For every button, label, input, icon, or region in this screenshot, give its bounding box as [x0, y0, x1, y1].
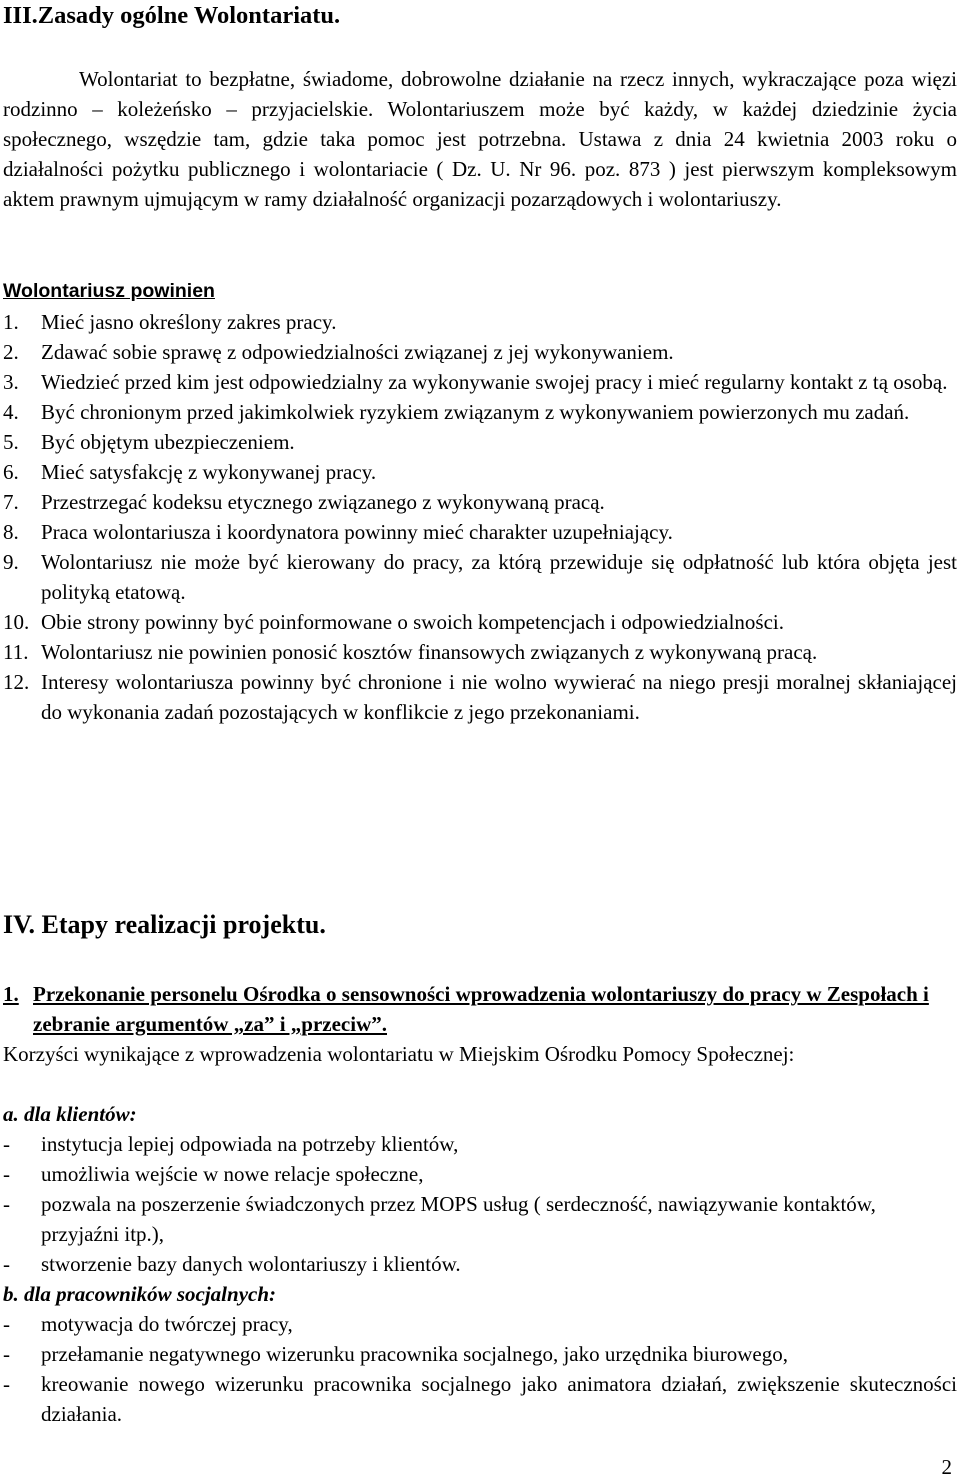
intro-paragraph: Wolontariat to bezpłatne, świadome, dobrowolne działanie na rzecz innych, wykraczające poza więzi rodzinno – koleżeńsko – przyjacielskie. Wolontariuszem może być każdy, w każdej dziedzinie życia społecznego, wszędzie tam, gdzie taka pomoc jest potrzebna. Ustawa z dnia 24 kwietnia 2003 roku o działalności pożytku publicznego i wolontariacie ( Dz. U. Nr 96. poz. 873 ) jest pierwszym kompleksowym aktem prawnym ujmującym w ramy działalność organizacji pozarządowych i wolontariuszy.	[3, 67, 957, 211]
list-item: - stworzenie bazy danych wolontariuszy i klientów.	[3, 1252, 461, 1276]
list-item: - pozwala na poszerzenie świadczonych przez MOPS usług ( serdeczność, nawiązywanie kontaktów, przyjaźni itp.),	[3, 1192, 876, 1246]
page-number: 2	[941, 1455, 952, 1479]
list-item: 6. Mieć satysfakcję z wykonywanej pracy.	[3, 460, 377, 484]
benefits-intro: Korzyści wynikające z wprowadzenia wolontariatu w Miejskim Ośrodku Pomocy Społecznej:	[3, 1042, 795, 1066]
group-b-list	[3, 1309, 957, 1429]
list-item: 8. Praca wolontariusza i koordynatora powinny mieć charakter uzupełniający.	[3, 520, 673, 544]
list-item: 10. Obie strony powinny być poinformowane o swoich kompetencjach i odpowiedzialności.	[3, 610, 784, 634]
list-item: 12. Interesy wolontariusza powinny być chronione i nie wolno wywierać na niego presji moralnej skłaniającej do wykonania zadań pozostających w konflikcie z jego przekonaniami.	[3, 670, 957, 724]
section3-title: III.Zasady ogólne Wolontariatu.	[3, 2, 341, 29]
step-1	[3, 979, 957, 1039]
group-b-label: b. dla pracowników socjalnych:	[3, 1282, 277, 1306]
list-item: 2. Zdawać sobie sprawę z odpowiedzialności związanej z jej wykonywaniem.	[3, 340, 674, 364]
list-item: - umożliwia wejście w nowe relacje społeczne,	[3, 1162, 424, 1186]
section4-title: IV. Etapy realizacji projektu.	[3, 910, 326, 939]
volunteer-duties-list	[3, 307, 957, 727]
list-item: 11. Wolontariusz nie powinien ponosić kosztów finansowych związanych z wykonywaną pracą.	[3, 640, 818, 664]
list-item: - instytucja lepiej odpowiada na potrzeby klientów,	[3, 1132, 459, 1156]
step-1-number: 1.	[3, 982, 19, 1006]
list-item: - przełamanie negatywnego wizerunku pracownika socjalnego, jako urzędnika biurowego,	[3, 1342, 788, 1366]
list-item: 4. Być chronionym przed jakimkolwiek ryzykiem związanym z wykonywaniem powierzonych mu zadań.	[3, 400, 910, 424]
group-a-label: a. dla klientów:	[3, 1102, 137, 1126]
group-a-list	[3, 1129, 957, 1279]
step-1-title: Przekonanie personelu Ośrodka o sensowności wprowadzenia wolontariuszy do pracy w Zespołach i zebranie argumentów „za” i „przeciw”.	[33, 982, 929, 1036]
list-item: 5. Być objętym ubezpieczeniem.	[3, 430, 295, 454]
list-heading: Wolontariusz powinien	[3, 280, 215, 302]
list-item: - kreowanie nowego wizerunku pracownika socjalnego jako animatora działań, zwiększenie skuteczności działania.	[3, 1372, 957, 1426]
list-item: 3. Wiedzieć przed kim jest odpowiedzialny za wykonywanie swojej pracy i mieć regularny kontakt z tą osobą.	[3, 370, 948, 394]
list-item: - motywacja do twórczej pracy,	[3, 1312, 293, 1336]
list-item: 1. Mieć jasno określony zakres pracy.	[3, 310, 337, 334]
list-item: 9. Wolontariusz nie może być kierowany do pracy, za którą przewiduje się odpłatność lub która objęta jest polityką etatową.	[3, 550, 957, 604]
list-item: 7. Przestrzegać kodeksu etycznego związanego z wykonywaną pracą.	[3, 490, 605, 514]
